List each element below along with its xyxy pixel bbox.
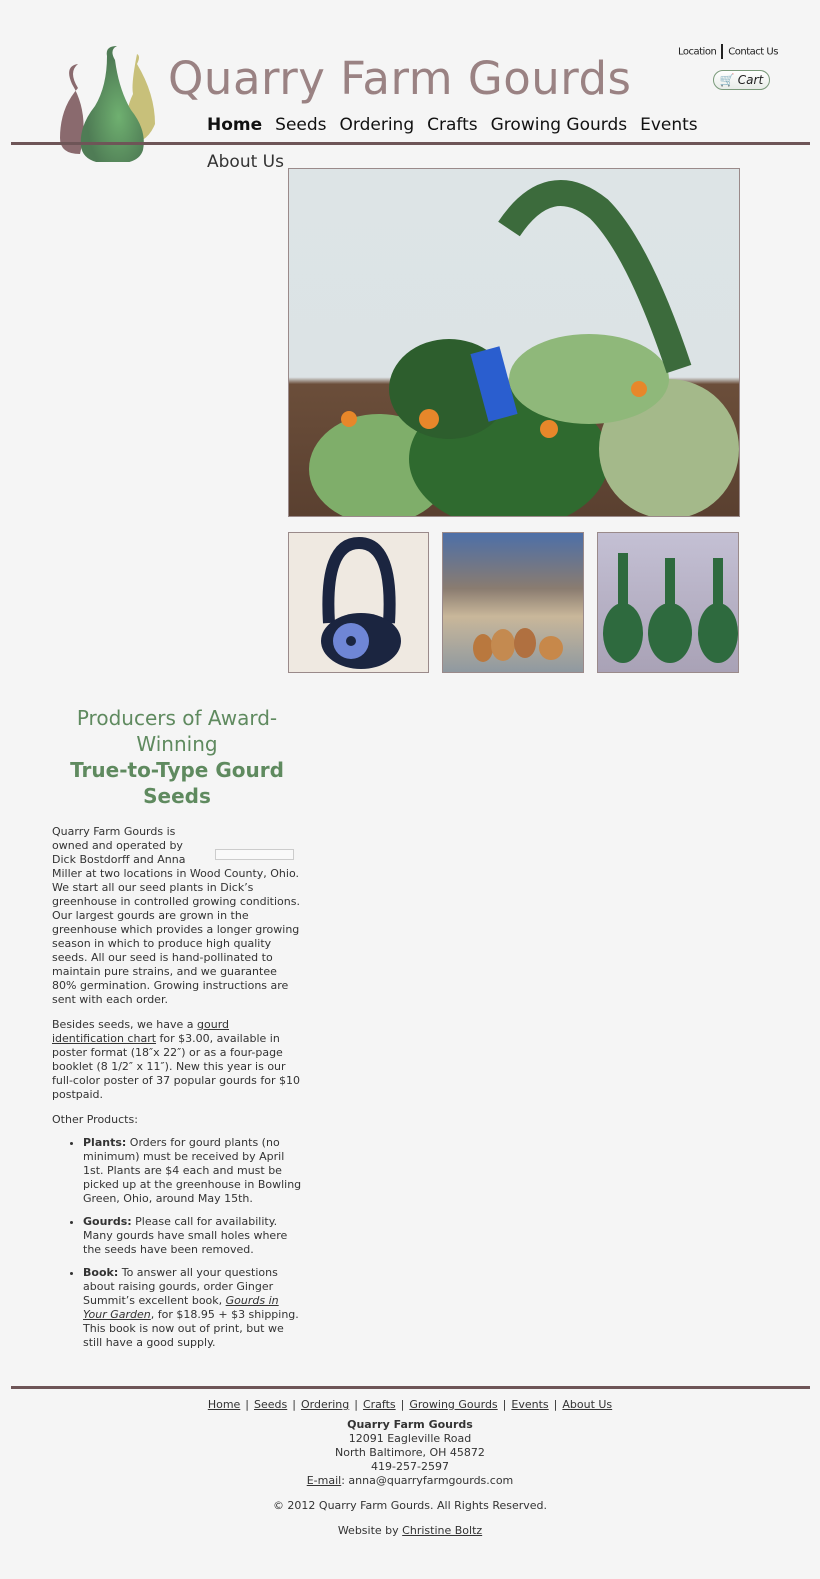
- nav-growing-gourds[interactable]: Growing Gourds: [490, 115, 628, 135]
- thumbnail-gourd-display[interactable]: [442, 532, 584, 673]
- copyright: © 2012 Quarry Farm Gourds. All Rights Reserved.: [272, 1499, 548, 1512]
- footer-ordering[interactable]: Ordering: [300, 1398, 350, 1411]
- credit-link[interactable]: Christine Boltz: [402, 1524, 483, 1537]
- nav-crafts[interactable]: Crafts: [427, 115, 478, 135]
- email-link[interactable]: E-mail: [306, 1474, 342, 1487]
- cart-icon: 🛒: [719, 73, 735, 87]
- footer-seeds[interactable]: Seeds: [254, 1398, 288, 1411]
- embedded-widget: [215, 849, 294, 860]
- nav-events[interactable]: Events: [640, 115, 698, 135]
- other-products-label: Other Products:: [52, 1113, 138, 1126]
- footer-about-us[interactable]: About Us: [562, 1398, 613, 1411]
- book-link[interactable]: Gourds in Your Garden: [83, 1294, 279, 1321]
- site-title[interactable]: Quarry Farm Gourds: [168, 52, 632, 105]
- footer-name: Quarry Farm Gourds: [347, 1418, 473, 1431]
- tagline: [52, 705, 302, 809]
- footer-crafts[interactable]: Crafts: [362, 1398, 396, 1411]
- divider: [721, 44, 723, 59]
- footer-home[interactable]: Home: [207, 1398, 241, 1411]
- nav-about-us[interactable]: About Us: [207, 152, 284, 172]
- footer-email: : anna@quarryfarmgourds.com: [341, 1474, 514, 1487]
- main-content: [52, 825, 302, 1359]
- footer-rule: [11, 1386, 810, 1389]
- thumbnail-painted-gourd[interactable]: [288, 532, 429, 673]
- nav-home[interactable]: Home: [207, 115, 263, 135]
- products-list: [52, 1136, 302, 1350]
- intro-paragraph: Quarry Farm Gourds is owned and operated by Dick Bostdorff and Anna Miller at two locations in Wood County, Ohio. We start all our seed plants in Dick’s greenhouse in controlled growing conditions. Our largest gourds are grown in the greenhouse which provides a longer growing season in which to produce high quality seeds. All our seed is hand-pollinated to maintain pure strains, and we guarantee 80% germination. Growing instructions are sent with each order.: [52, 825, 300, 1006]
- list-item: • Plants: Orders for gourd plants (no minimum) must be received by April 1st. Plants are $4 each and must be picked up at the greenhouse in Bowling Green, Ohio, around May 15th.: [83, 1136, 302, 1206]
- footer-address2: North Baltimore, OH 45872: [335, 1446, 485, 1459]
- besides-paragraph: Besides seeds, we have a gourd identification chart for $3.00, available in poster format (18″x 22″) or as a four-page booklet (8 1/2″ x 11″). New this year is our full-color poster of 37 popular gourds for $10 postpaid.: [52, 1018, 300, 1101]
- header-rule: [11, 142, 810, 145]
- location-link[interactable]: Location: [678, 46, 717, 58]
- tagline-line2: True-to-Type Gourd Seeds: [70, 758, 284, 808]
- main-nav: [207, 115, 711, 135]
- tagline-line1: Producers of Award-Winning: [76, 706, 278, 756]
- nav-seeds[interactable]: Seeds: [275, 115, 327, 135]
- thumbnail-dipper-gourds[interactable]: [597, 532, 739, 673]
- main-gourd-photo: [288, 168, 740, 517]
- footer-phone: 419-257-2597: [371, 1460, 449, 1473]
- nav-ordering[interactable]: Ordering: [339, 115, 415, 135]
- list-item: • Gourds: Please call for availability. Many gourds have small holes where the seeds have been removed.: [83, 1215, 302, 1257]
- footer-address1: 12091 Eagleville Road: [348, 1432, 472, 1445]
- footer: Home | Seeds | Ordering | Crafts | Growing Gourds | Events | About Us Quarry Farm Gourds 12091 Eagleville Road North Baltimore, OH 45872 419-257-2597 E-mail: anna@quarryfarmgourds.com © 2012 Quarry Farm Gourds. All Rights Reserved. Website by Christine Boltz: [0, 1398, 820, 1538]
- footer-events[interactable]: Events: [511, 1398, 549, 1411]
- footer-nav: Home | Seeds | Ordering | Crafts | Growing Gourds | Events | About Us: [207, 1398, 613, 1411]
- gourd-chart-link[interactable]: gourd identification chart: [52, 1018, 230, 1045]
- cart-button[interactable]: 🛒 Cart: [713, 70, 770, 90]
- contact-link[interactable]: Contact Us: [728, 46, 778, 58]
- list-item: • Book: To answer all your questions about raising gourds, order Ginger Summit’s excellent book, Gourds in Your Garden, for $18.95 + $3 shipping. This book is now out of print, but we still have a good supply.: [83, 1266, 302, 1350]
- footer-growing-gourds[interactable]: Growing Gourds: [409, 1398, 498, 1411]
